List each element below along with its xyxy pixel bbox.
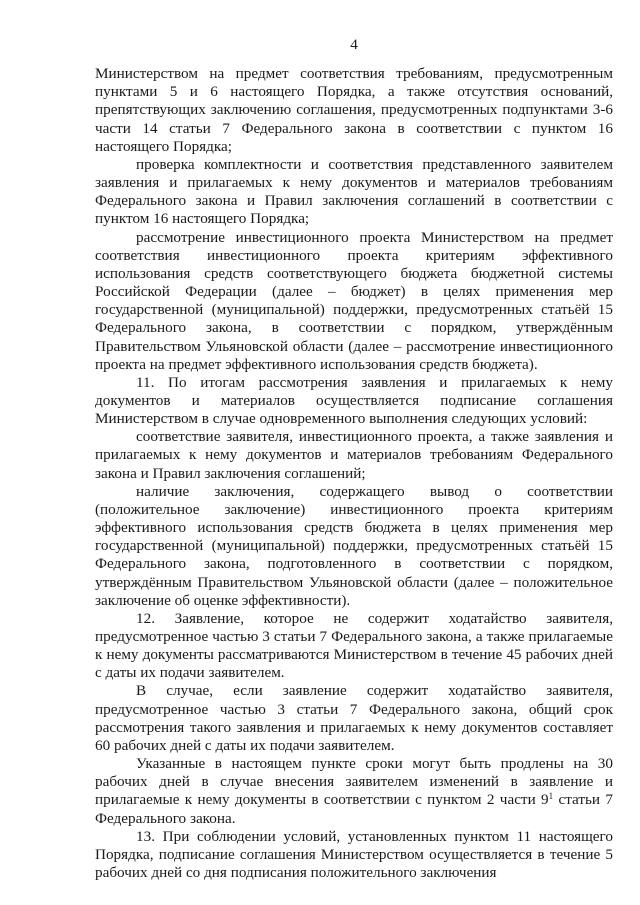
paragraph-extension-tail: статьи 7 Федерального закона. <box>95 791 613 827</box>
page-number: 4 <box>350 36 358 53</box>
paragraph-project-review: рассмотрение инвестиционного проекта Министерством на предмет соответствия инвестиционного проекта критериям эффективного использования средств соответствующего бюджета бюджетной системы Российской Федерации (далее – бюджет) в целях применения мер государственной (муниципальной) поддержки, предусмотренных статьёй 15 Федерального закона, в соответствии с порядком, утверждённым Правительством Ульяновской области (далее – рассмотрение инвестиционного проекта на предмет эффективного использования средств бюджета). <box>95 228 613 373</box>
paragraph-item-13: 13. При соблюдении условий, установленных пунктом 11 настоящего Порядка, подписание соглашения Министерством осуществляется в течение 5 рабочих дней со дня подписания положительного заключения <box>95 827 613 882</box>
paragraph-continuation: Министерством на предмет соответствия требованиям, предусмотренным пунктами 5 и 6 настоящего Порядка, а также отсутствия оснований, препятствующих заключению соглашения, предусмотренных подпунктами 3-6 части 14 статьи 7 Федерального закона в соответствии с пунктом 16 настоящего Порядка; <box>95 65 613 155</box>
superscript-marker: 1 <box>548 791 554 802</box>
paragraph-completeness-check: проверка комплектности и соответствия представленного заявителем заявления и прилагаемых к нему документов и материалов требованиям Федерального закона и Правил заключения соглашений в соответствии с пунктом 16 настоящего Порядка; <box>95 155 613 228</box>
paragraph-petition-case: В случае, если заявление содержит ходатайство заявителя, предусмотренное частью 3 статьи 7 Федерального закона, общий срок рассмотрения такого заявления и прилагаемых к нему документов составляет 60 рабочих дней с даты их подачи заявителем. <box>95 682 613 754</box>
paragraph-item-11: 11. По итогам рассмотрения заявления и прилагаемых к нему документов и материалов осуществляется подписание соглашения Министерством в случае одновременного выполнения следующих условий: <box>95 373 613 428</box>
paragraph-compliance-condition: соответствие заявителя, инвестиционного проекта, а также заявления и прилагаемых к нему документов и материалов требованиям Федерального закона и Правил заключения соглашений; <box>95 428 613 482</box>
paragraph-extension <box>95 755 613 828</box>
paragraph-extension-text: Указанные в настоящем пункте сроки могут быть продлены на 30 рабочих дней в случае внесения заявителем изменений в заявление и прилагаемые к нему документы в соответствии с пунктом 2 части 9 <box>95 755 613 809</box>
paragraph-item-12: 12. Заявление, которое не содержит ходатайство заявителя, предусмотренное частью 3 статьи 7 Федерального закона, а также прилагаемые к нему документы рассматриваются Министерством в течение 45 рабочих дней с даты их подачи заявителем. <box>95 609 613 682</box>
paragraph-positive-conclusion: наличие заключения, содержащего вывод о соответствии (положительное заключение) инвестиционного проекта критериям эффективного использования средств бюджета в целях применения мер государственной (муниципальной) поддержки, предусмотренных статьёй 15 Федерального закона, подготовленного в соответствии с порядком, утверждённым Правительством Ульяновской области (далее – положительное заключение об оценке эффективности). <box>95 482 613 609</box>
